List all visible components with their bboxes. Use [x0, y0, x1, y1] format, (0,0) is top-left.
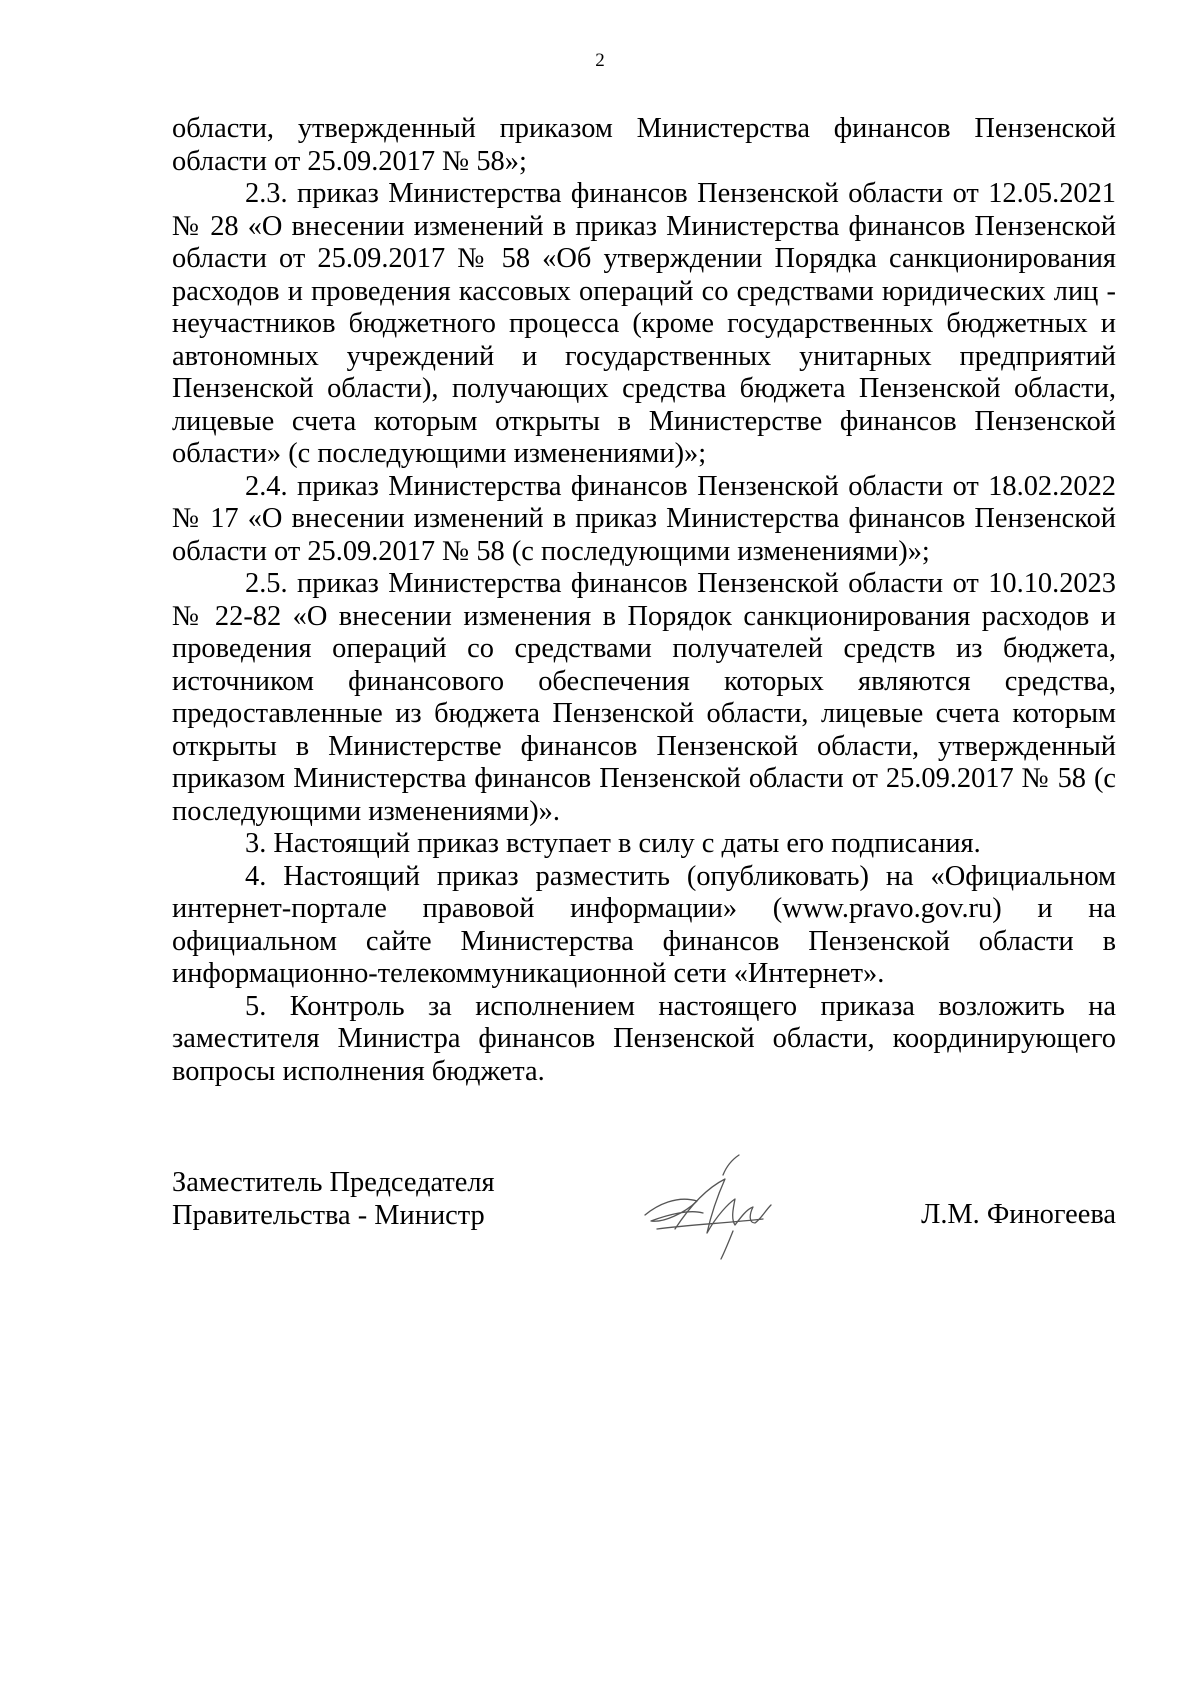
paragraph-item-4: 4. Настоящий приказ разместить (опубликовать) на «Официальном интернет-портале правовой информации» (www.pravo.gov.ru) и на официальном сайте Министерства финансов Пензенской области в информационно-телекоммуникационной сети «Интернет». — [172, 860, 1116, 989]
handwritten-signature — [637, 1153, 787, 1263]
paragraph-item-2-5: 2.5. приказ Министерства финансов Пензенской области от 10.10.2023 № 22-82 «О внесении изменения в Порядок санкционирования расходов и проведения операций со средствами получателей средств из бюджета, источником финансового обеспечения которых являются средства, предоставленные из бюджета Пензенской области, лицевые счета которым открыты в Министерстве финансов Пензенской области, утвержденный приказом Министерства финансов Пензенской области от 25.09.2017 № 58 (с последующими изменениями)». — [172, 568, 1116, 827]
signatory-position-line-2: Правительства - Министр — [172, 1199, 485, 1231]
paragraph-continuation: области, утвержденный приказом Министерства финансов Пензенской области от 25.09.2017 № 58»; — [172, 113, 1116, 177]
signatory-name: Л.М. Финогеева — [921, 1199, 1116, 1230]
paragraph-item-2-4: 2.4. приказ Министерства финансов Пензенской области от 18.02.2022 № 17 «О внесении изменений в приказ Министерства финансов Пензенской области от 25.09.2017 № 58 (с последующими изменениями)»; — [172, 470, 1116, 567]
signatory-position-line-1: Заместитель Председателя — [172, 1167, 495, 1198]
paragraph-item-3: 3. Настоящий приказ вступает в силу с даты его подписания. — [245, 828, 981, 859]
signatory-position — [172, 1167, 495, 1232]
signature-block — [172, 1167, 1116, 1257]
paragraph-item-2-3: 2.3. приказ Министерства финансов Пензенской области от 12.05.2021 № 28 «О внесении изменений в приказ Министерства финансов Пензенской области от 25.09.2017 № 58 «Об утверждении Порядка санкционирования расходов и проведения кассовых операций со средствами юридических лиц - неучастников бюджетного процесса (кроме государственных бюджетных и автономных учреждений и государственных унитарных предприятий Пензенской области), получающих средства бюджета Пензенской области, лицевые счета которым открыты в Министерстве финансов Пензенской области» (с последующими изменениями)»; — [172, 178, 1116, 469]
document-body — [172, 113, 1116, 1088]
paragraph-item-5: 5. Контроль за исполнением настоящего приказа возложить на заместителя Министра финансов Пензенской области, координирующего вопросы исполнения бюджета. — [172, 990, 1116, 1087]
page-number: 2 — [595, 50, 605, 71]
